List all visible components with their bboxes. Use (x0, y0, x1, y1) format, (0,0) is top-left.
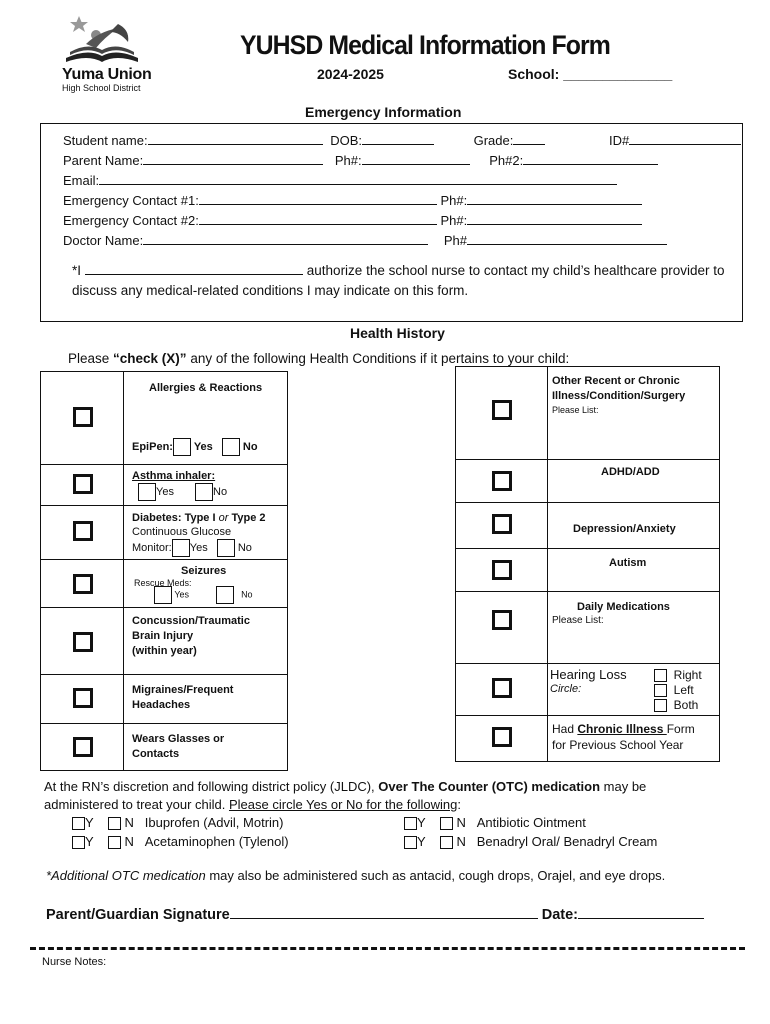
concussion-label3: (within year) (132, 645, 197, 657)
depression-checkbox[interactable] (492, 514, 512, 534)
hearing-checkbox[interactable] (492, 678, 512, 698)
ibuprofen-n: N (124, 815, 134, 830)
antibiotic-n: N (456, 815, 466, 830)
asthma-yes-box[interactable] (138, 483, 156, 501)
school-year: 2024-2025 (317, 66, 384, 82)
chronic-checkbox[interactable] (492, 727, 512, 747)
dob-label: DOB: (330, 133, 362, 148)
hearing-left-row (654, 683, 694, 697)
hearing-right-label: Right (673, 668, 702, 682)
grade-label: Grade: (473, 133, 514, 148)
asthma-yes-label: Yes (156, 485, 174, 498)
parent-ph2-field[interactable] (523, 152, 658, 165)
diabetes-checkbox[interactable] (73, 521, 93, 541)
row-contact1 (63, 192, 642, 208)
antibiotic-y: Y (417, 815, 426, 830)
row-contact2 (63, 212, 642, 228)
acetaminophen-no-box[interactable] (108, 836, 121, 849)
allergies-checkbox[interactable] (73, 407, 93, 427)
authorize-name-field[interactable] (85, 262, 303, 275)
otc-line2-pre: administered to treat your child. (44, 797, 229, 812)
row-glasses (41, 724, 288, 771)
asthma-checkbox[interactable] (73, 474, 93, 494)
authorize-prefix: *I (72, 263, 82, 278)
authorize-line1 (72, 262, 725, 278)
hearing-right-row (654, 668, 702, 682)
instruction-post: any of the following Health Conditions if it pertains to your child: (186, 351, 570, 366)
seizure-yes-box[interactable] (154, 586, 172, 604)
seizures-label: Seizures (181, 565, 227, 577)
chronic-underlined: Chronic Illness (577, 722, 667, 736)
asthma-no-label: No (213, 485, 228, 498)
epipen-row (132, 438, 258, 456)
chronic-label2: for Previous School Year (552, 738, 684, 752)
chronic-pre: Had (552, 722, 578, 736)
depression-label: Depression/Anxiety (573, 523, 676, 535)
hearing-left-box[interactable] (654, 684, 667, 697)
row-seizures (41, 560, 288, 608)
adhd-label: ADHD/ADD (601, 466, 660, 478)
school-field[interactable]: School: ______________ (508, 66, 673, 82)
nurse-notes-label: Nurse Notes: (42, 956, 107, 968)
migraines-checkbox[interactable] (73, 688, 93, 708)
autism-label: Autism (609, 557, 647, 569)
acetaminophen-label: Acetaminophen (Tylenol) (144, 834, 289, 849)
ibuprofen-label: Ibuprofen (Advil, Motrin) (144, 815, 284, 830)
student-name-field[interactable] (148, 132, 323, 145)
epipen-yes-box[interactable] (173, 438, 191, 456)
dashed-divider (30, 947, 745, 950)
contact2-field[interactable] (199, 212, 437, 225)
otc-line1-post: may be (600, 779, 647, 794)
left-conditions-table (40, 371, 288, 771)
other-label2: Illness/Condition/Surgery (552, 390, 686, 402)
dob-field[interactable] (362, 132, 434, 145)
glasses-label1: Wears Glasses or (132, 733, 225, 745)
antibiotic-no-box[interactable] (440, 817, 453, 830)
otc-benadryl-row (404, 834, 657, 849)
id-label: ID# (608, 133, 630, 148)
epipen-no-label: No (242, 440, 258, 453)
parent-name-label: Parent Name: (63, 153, 144, 168)
logo-text-primary: Yuma Union (62, 66, 152, 83)
allergies-label: Allergies & Reactions (149, 382, 263, 394)
row-depression (456, 503, 720, 549)
antibiotic-yes-box[interactable] (404, 817, 417, 830)
otc-line2 (44, 797, 461, 812)
otc-line1 (44, 779, 646, 794)
other-label1: Other Recent or Chronic (552, 375, 680, 387)
acetaminophen-yes-box[interactable] (72, 836, 85, 849)
grade-field[interactable] (513, 132, 545, 145)
concussion-label1: Concussion/Traumatic (132, 615, 250, 627)
benadryl-y: Y (417, 834, 426, 849)
chronic-label1 (552, 722, 695, 736)
otc-additional-rest: may also be administered such as antacid, cough drops, Orajel, and eye drops. (205, 868, 666, 883)
row-concussion (41, 608, 288, 675)
benadryl-n: N (456, 834, 466, 849)
benadryl-no-box[interactable] (440, 836, 453, 849)
health-instruction (68, 351, 569, 366)
benadryl-yes-box[interactable] (404, 836, 417, 849)
id-field[interactable] (629, 132, 741, 145)
date-label: Date: (541, 907, 579, 923)
page-title: YUHSD Medical Information Form (240, 30, 610, 60)
otc-line1-pre: At the RN’s discretion and following district policy (JLDC), (44, 779, 379, 794)
daily-meds-checkbox[interactable] (492, 610, 512, 630)
autism-checkbox[interactable] (492, 560, 512, 580)
asthma-no-box[interactable] (195, 483, 213, 501)
otc-line1-bold: Over The Counter (OTC) medication (378, 779, 601, 794)
epipen-no-box[interactable] (222, 438, 240, 456)
row-chronic (456, 716, 720, 762)
contact1-ph-label: Ph#: (440, 193, 468, 208)
asthma-options (138, 483, 227, 501)
health-section-title: Health History (350, 325, 445, 341)
signature-label: Parent/Guardian Signature (46, 907, 230, 923)
parent-name-field[interactable] (143, 152, 323, 165)
district-logo (58, 14, 152, 94)
daily-please-list: Please List: (552, 615, 604, 626)
ibuprofen-no-box[interactable] (108, 817, 121, 830)
ibuprofen-yes-box[interactable] (72, 817, 85, 830)
other-please-list: Please List: (552, 405, 599, 415)
glasses-label2: Contacts (132, 748, 180, 760)
doctor-ph-field[interactable] (467, 232, 667, 245)
doctor-label: Doctor Name: (63, 233, 144, 248)
parent-ph2-label: Ph#2: (489, 153, 524, 168)
cgm-yes-box[interactable] (172, 539, 190, 557)
benadryl-label: Benadryl Oral/ Benadryl Cream (476, 834, 658, 849)
email-field[interactable] (99, 172, 617, 185)
row-migraines (41, 675, 288, 724)
seizure-no-label: No (241, 589, 253, 600)
seizures-checkbox[interactable] (73, 574, 93, 594)
hearing-label: Hearing Loss (550, 667, 627, 682)
daily-meds-label: Daily Medications (577, 601, 670, 613)
hearing-both-row (654, 698, 698, 712)
signature-field[interactable] (230, 905, 538, 919)
seizure-yes-label: Yes (174, 589, 190, 600)
logo-text-secondary: High School District (62, 83, 141, 93)
hearing-both-label: Both (673, 698, 699, 712)
row-parent (63, 152, 658, 168)
cgm-no-box[interactable] (217, 539, 235, 557)
diabetes-cgm2: Monitor: (132, 541, 172, 554)
row-email (63, 172, 617, 188)
contact1-field[interactable] (199, 192, 437, 205)
acetaminophen-y: Y (85, 834, 94, 849)
concussion-checkbox[interactable] (73, 632, 93, 652)
otc-additional (46, 868, 665, 883)
hearing-circle: Circle: (550, 683, 582, 695)
diabetes-cgm-row (132, 539, 252, 557)
logo-graphic-icon (58, 14, 148, 70)
antibiotic-label: Antibiotic Ointment (476, 815, 586, 830)
row-student (63, 132, 741, 148)
row-daily-meds (456, 592, 720, 664)
cgm-no-label: No (237, 541, 252, 554)
instruction-bold: “check (X)” (113, 351, 187, 366)
asthma-label: Asthma inhaler: (132, 470, 216, 482)
parent-ph-label: Ph#: (334, 153, 362, 168)
doctor-field[interactable] (143, 232, 428, 245)
parent-ph-field[interactable] (362, 152, 470, 165)
otc-acetaminophen-row (72, 834, 289, 849)
row-diabetes (41, 506, 288, 560)
instruction-pre: Please (68, 351, 114, 366)
contact2-ph-field[interactable] (467, 212, 642, 225)
seizure-options (154, 586, 253, 604)
authorize-text: authorize the school nurse to contact my child’s healthcare provider to (306, 263, 725, 278)
row-asthma (41, 465, 288, 506)
seizure-no-box[interactable] (216, 586, 234, 604)
otc-antibiotic-row (404, 815, 586, 830)
otc-ibuprofen-row (72, 815, 283, 830)
glasses-checkbox[interactable] (73, 737, 93, 757)
epipen-label: EpiPen: (132, 440, 173, 453)
row-allergies (41, 372, 288, 465)
emergency-section-title: Emergency Information (305, 104, 462, 120)
contact1-label: Emergency Contact #1: (63, 193, 199, 208)
otc-line2-post: : (457, 797, 461, 812)
date-field[interactable] (578, 905, 704, 919)
acetaminophen-n: N (124, 834, 134, 849)
hearing-both-box[interactable] (654, 699, 667, 712)
doctor-ph-label: Ph# (443, 233, 467, 248)
contact2-label: Emergency Contact #2: (63, 213, 199, 228)
email-label: Email: (63, 173, 100, 188)
signature-row (46, 905, 704, 923)
row-other (456, 367, 720, 460)
ibuprofen-y: Y (85, 815, 94, 830)
other-checkbox[interactable] (492, 400, 512, 420)
student-name-label: Student name: (63, 133, 148, 148)
concussion-label2: Brain Injury (132, 630, 194, 642)
diabetes-label (132, 511, 265, 525)
contact2-ph-label: Ph#: (440, 213, 468, 228)
row-hearing (456, 664, 720, 716)
hearing-left-label: Left (673, 683, 694, 697)
epipen-yes-label: Yes (193, 440, 213, 453)
adhd-checkbox[interactable] (492, 471, 512, 491)
diabetes-type2: Type 2 (231, 512, 266, 524)
row-autism (456, 549, 720, 592)
migraines-label2: Headaches (132, 699, 191, 711)
diabetes-cgm1: Continuous Glucose (132, 526, 232, 538)
hearing-right-box[interactable] (654, 669, 667, 682)
diabetes-or: or (218, 512, 229, 524)
diabetes-type1: Diabetes: Type I (132, 512, 216, 524)
rescue-label: Rescue Meds: (134, 578, 192, 588)
otc-additional-italic: *Additional OTC medication (46, 868, 206, 883)
authorize-line2: discuss any medical-related conditions I may indicate on this form. (72, 283, 469, 298)
row-doctor (63, 232, 667, 248)
contact1-ph-field[interactable] (467, 192, 642, 205)
right-conditions-table (455, 366, 720, 762)
migraines-label1: Migraines/Frequent (132, 684, 234, 696)
otc-line2-underlined: Please circle Yes or No for the following (228, 797, 458, 812)
chronic-post: Form (666, 722, 695, 736)
cgm-yes-label: Yes (189, 541, 208, 554)
row-adhd (456, 460, 720, 503)
